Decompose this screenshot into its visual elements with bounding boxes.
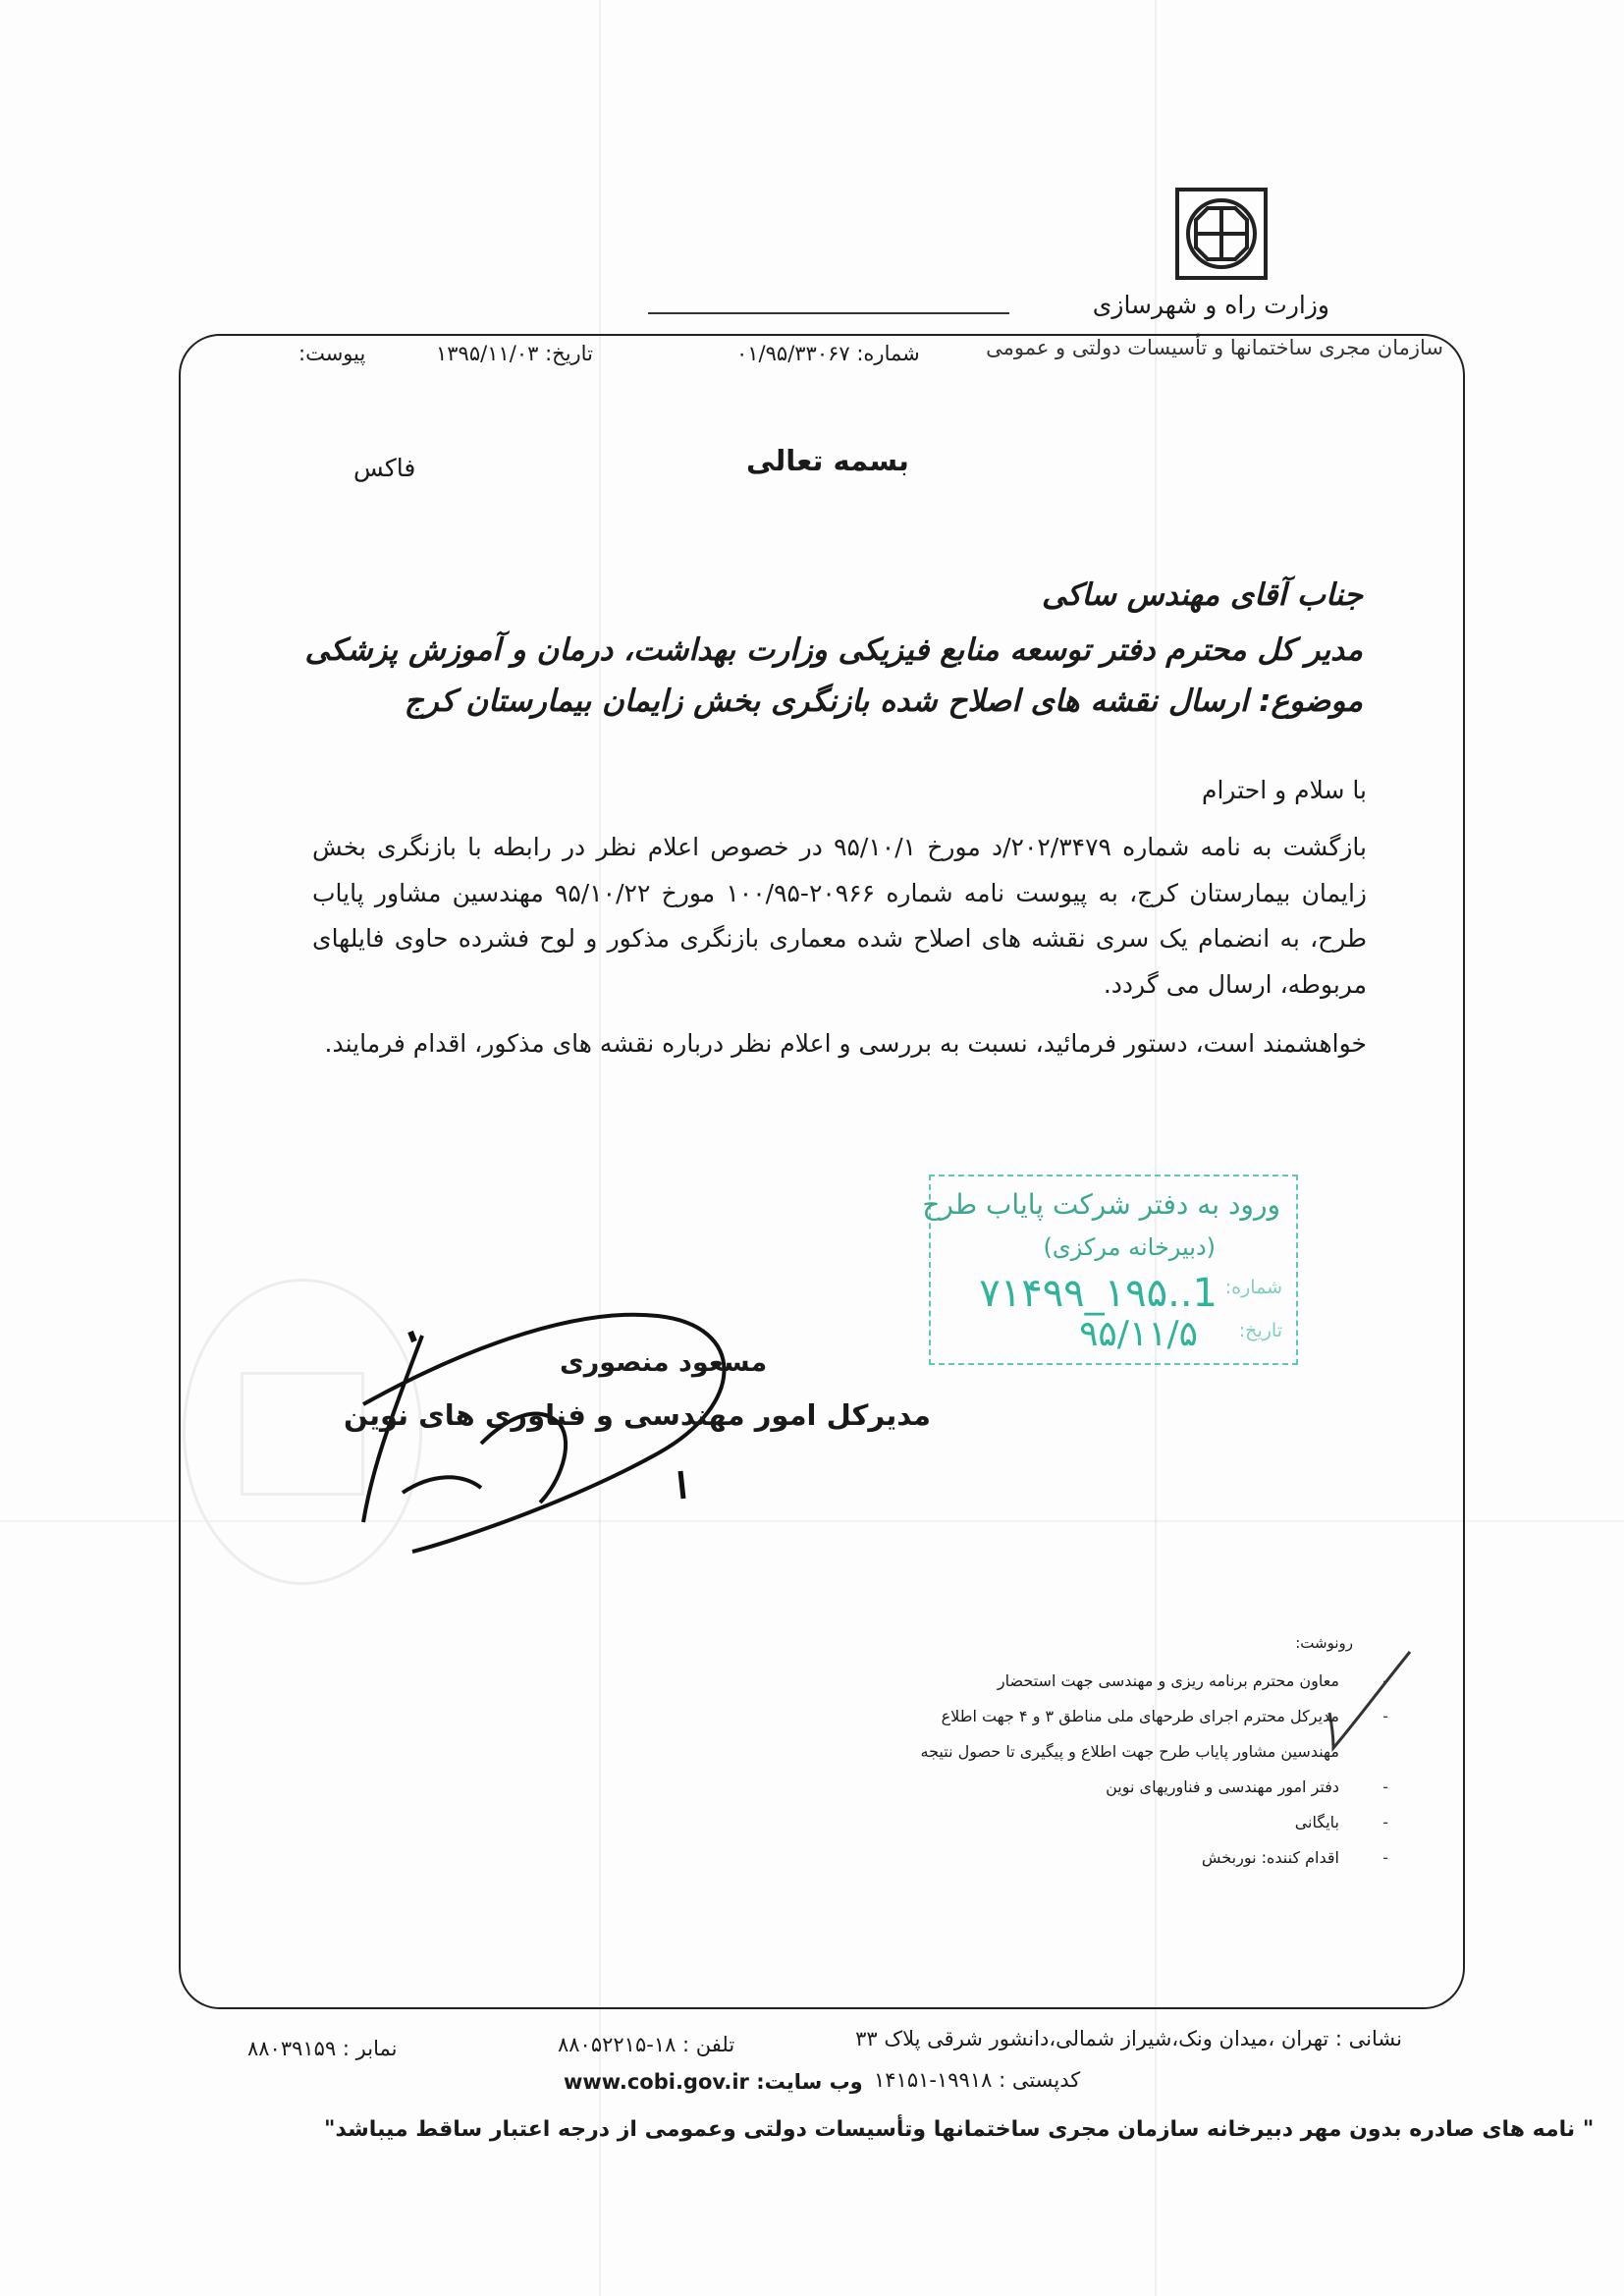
list-item: - معاون محترم برنامه ریزی و مهندسی جهت استحضار <box>997 1671 1388 1690</box>
letter-date: تاریخ: ۱۳۹۵/۱۱/۰۳ <box>436 342 593 365</box>
stamp-date-label: تاریخ: <box>1238 1320 1282 1341</box>
signatory-title: مدیرکل امور مهندسی و فناوری های نوین <box>344 1398 931 1432</box>
subject-line: موضوع: ارسال نقشه های اصلاح شده بازنگری بخش زایمان بیمارستان کرج <box>404 683 1363 719</box>
website-label: وب سایت: <box>756 2070 863 2094</box>
addressee-line: جناب آقای مهندس ساکی <box>1041 577 1363 613</box>
stamp-date: ۹۵/۱۱/۵ <box>1079 1314 1198 1354</box>
received-stamp <box>922 1175 1298 1365</box>
attachment-label: پیوست: <box>298 342 366 365</box>
stamp-number-label: شماره: <box>1224 1277 1282 1298</box>
ministry-name: وزارت راه و شهرسازی <box>1092 291 1329 319</box>
request-paragraph: خواهشمند است، دستور فرمائید، نسبت به بررسی و اعلام نظر درباره نقشه های مذکور، اقدام فرمایند. <box>324 1029 1367 1058</box>
copies-list <box>907 1664 1388 1876</box>
greeting: با سلام و احترام <box>1202 776 1367 804</box>
organization-name: سازمان مجری ساختمانها و تأسیسات دولتی و عمومی <box>986 336 1443 359</box>
stamp-number: 1..۱۹۵_۷۱۴۹۹ <box>979 1271 1218 1316</box>
ministry-logo-icon <box>1174 187 1269 281</box>
website-url[interactable]: www.cobi.gov.ir <box>564 2070 749 2094</box>
signature-scrawl <box>334 1296 785 1571</box>
signatory-name: مسعود منصوری <box>560 1347 768 1378</box>
body-paragraph: بازگشت به نامه شماره ۲۰۲/۳۴۷۹/د مورخ ۹۵/۱۰/۱ در خصوص اعلام نظر در رابطه با بازنگری بخش زایمان بیمارستان کرج، به پیوست نامه شماره ۲۰۹۶۶-۱۰۰/۹۵ مورخ ۹۵/۱۰/۲۲ مهندسین مشاور پایاب طرح، به انضمام یک سری نقشه های اصلاح شده معماری بازنگری مذکور و لوح فشرده حاوی فایلهای مربوطه، ارسال می گردد. <box>312 833 1367 999</box>
list-item: - اقدام کننده: نوربخش <box>1201 1848 1388 1867</box>
letter-number: شماره: ۰۱/۹۵/۳۳۰۶۷ <box>736 342 920 365</box>
footer-postal-code: کدپستی : ۱۹۹۱۸-۱۴۱۵۱ <box>874 2068 1081 2092</box>
list-item: - دفتر امور مهندسی و فناوریهای نوین <box>1106 1777 1388 1796</box>
footer-phone: تلفن : ۱۸-۸۸۰۵۲۲۱۵ <box>558 2033 735 2056</box>
footer-fax: نمابر : ۸۸۰۳۹۱۵۹ <box>247 2037 398 2060</box>
footer-address: نشانی : تهران ،میدان ونک،شیراز شمالی،دانشور شرقی پلاک ۳۳ <box>855 2027 1402 2050</box>
list-item: - مدیرکل محترم اجرای طرحهای ملی مناطق ۳ و ۴ جهت اطلاع <box>941 1707 1388 1725</box>
footer-website <box>564 2070 863 2094</box>
checkmark-icon <box>1326 1644 1420 1756</box>
copies-title: رونوشت: <box>1295 1634 1353 1652</box>
addressee-title: مدیر کل محترم دفتر توسعه منابع فیزیکی وزارت بهداشت، درمان و آموزش پزشکی <box>304 632 1363 668</box>
stamp-subtitle: (دبیرخانه مرکزی) <box>1043 1233 1216 1261</box>
footer-disclaimer: " نامه های صادره بدون مهر دبیرخانه سازمان مجری ساختمانها وتأسیسات دولتی وعمومی از درجه اعتبار ساقط میباشد" <box>324 2117 1595 2142</box>
bismillah: بسمه تعالی <box>746 444 909 477</box>
header-rule <box>648 312 1009 314</box>
stamp-title: ورود به دفتر شرکت پایاب طرح <box>922 1188 1280 1221</box>
list-item: مهندسین مشاور پایاب طرح جهت اطلاع و پیگیری تا حصول نتیجه <box>920 1742 1339 1761</box>
fax-label: فاکس <box>353 454 416 482</box>
list-item: - بایگانی <box>1294 1813 1388 1831</box>
